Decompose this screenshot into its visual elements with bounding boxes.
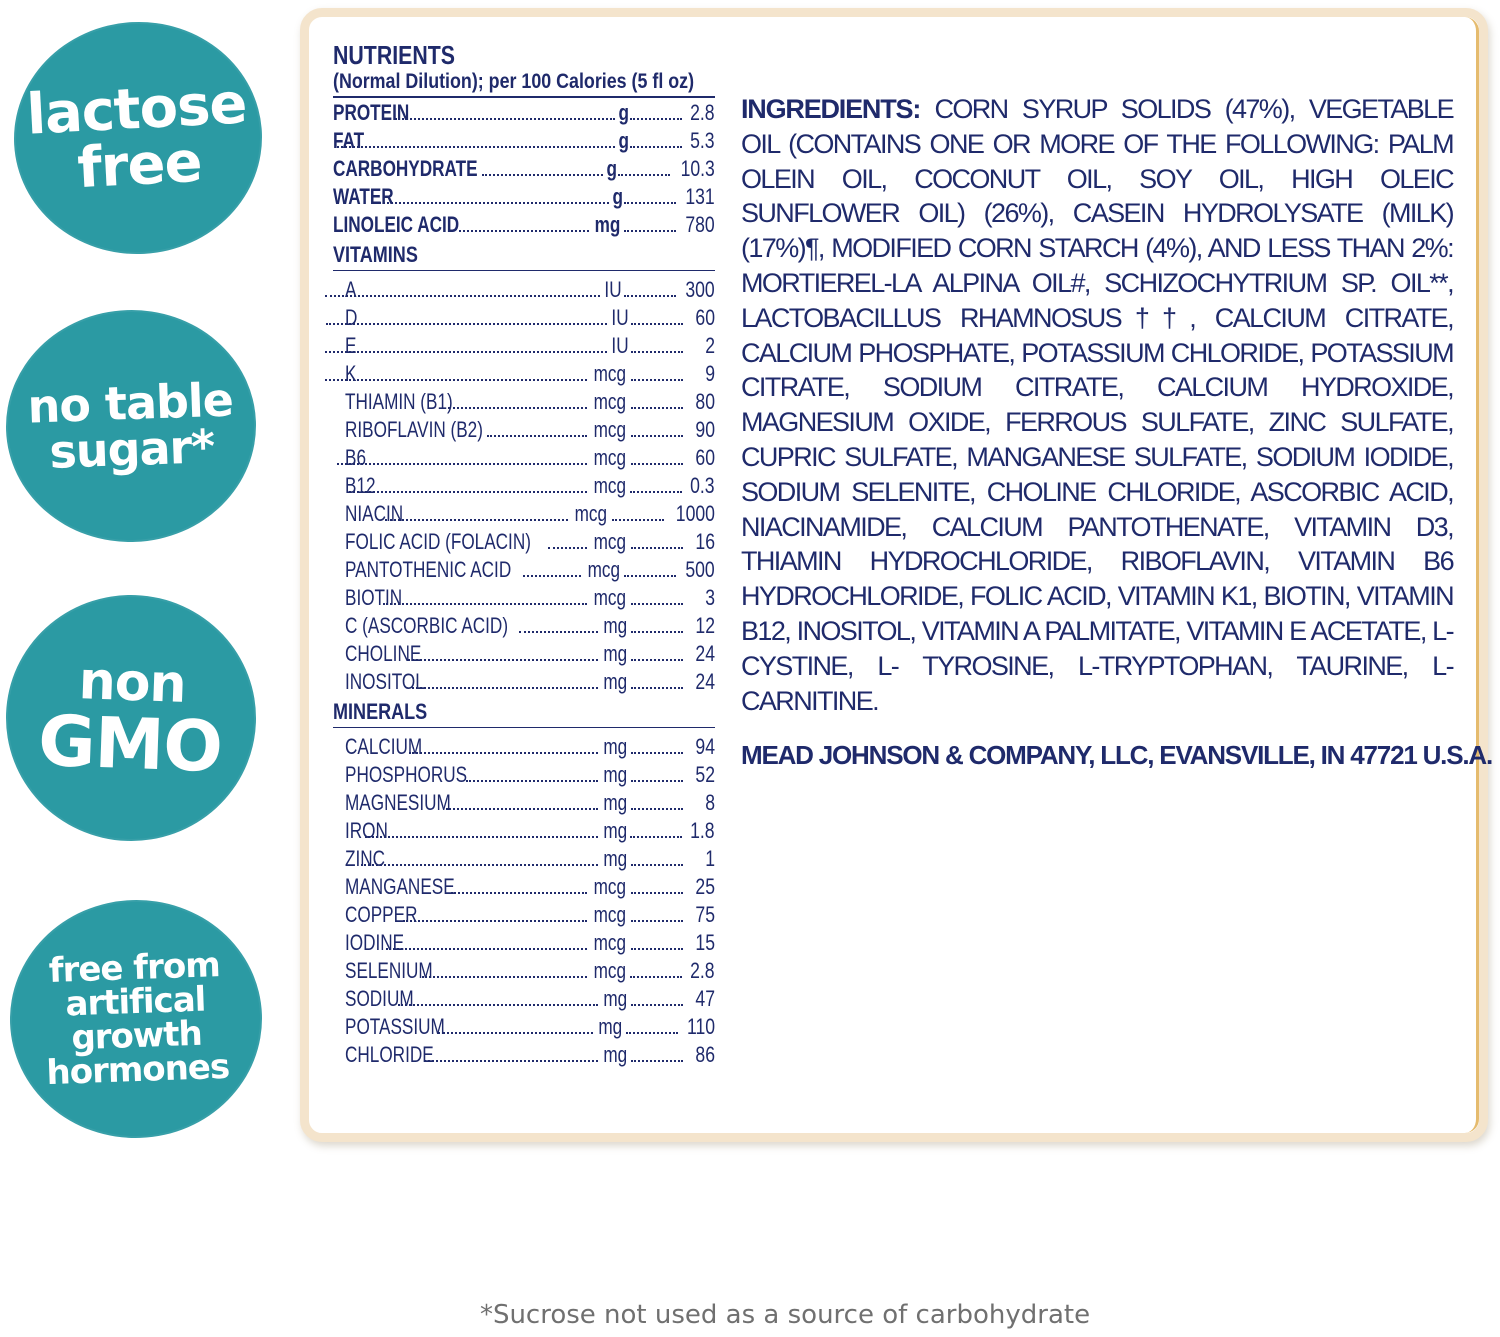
vitamin-rows — [333, 271, 715, 695]
nutrient-unit: mg — [603, 613, 628, 638]
dot-leader — [631, 547, 683, 549]
dot-leader — [631, 780, 683, 782]
nutrient-unit: mg — [603, 734, 628, 759]
nutrient-unit: mg — [598, 1014, 623, 1039]
dot-leader — [361, 864, 598, 866]
dot-leader — [375, 202, 609, 204]
non-gmo-badge — [2, 591, 260, 846]
dot-leader — [631, 808, 683, 810]
dot-leader — [386, 948, 588, 950]
nutrient-name: PROTEIN — [333, 100, 410, 125]
nutrient-unit: mg — [603, 818, 628, 843]
dot-leader — [630, 146, 682, 148]
dot-leader — [630, 491, 682, 493]
badge-line: lactose — [25, 71, 248, 148]
nutrient-name: CHOLINE — [345, 641, 422, 666]
nutrient-value: 0.3 — [690, 473, 715, 498]
nutrient-name: IODINE — [345, 930, 405, 955]
dot-leader — [631, 892, 683, 894]
nutrient-row — [333, 788, 715, 816]
badge-line: hormones — [45, 1046, 230, 1094]
no-growth-hormones-badge — [6, 896, 266, 1143]
nutrients-title: NUTRIENTS — [333, 40, 456, 70]
dot-leader — [631, 323, 683, 325]
badge-line: growth — [70, 1013, 203, 1059]
nutrient-value: 8 — [705, 790, 715, 815]
nutrient-value: 80 — [695, 389, 715, 414]
manufacturer-line: MEAD JOHNSON & COMPANY, LLC, EVANSVILLE, IN 47721 U.S.A. — [741, 740, 1492, 771]
dot-leader — [631, 1004, 683, 1006]
nutrient-value: 110 — [686, 1014, 715, 1039]
dot-leader — [451, 892, 588, 894]
nutrient-row — [333, 126, 715, 154]
dot-leader — [424, 1060, 599, 1062]
dot-leader — [624, 230, 676, 232]
nutrient-unit: mcg — [594, 445, 627, 470]
nutrient-name: MAGNESIUM — [345, 790, 451, 815]
nutrient-value: 780 — [685, 212, 715, 237]
dot-leader — [448, 407, 587, 409]
nutrient-value: 75 — [695, 902, 715, 927]
nutrient-name: A — [345, 277, 357, 302]
dot-leader — [624, 295, 676, 297]
dot-leader — [446, 808, 599, 810]
nutrient-value: 90 — [695, 417, 715, 442]
nutrient-unit: g — [618, 100, 629, 125]
minerals-heading: MINERALS — [333, 699, 428, 724]
nutrient-name: INOSITOL — [345, 669, 425, 694]
badge-line: non — [77, 651, 187, 715]
dot-leader — [631, 752, 683, 754]
nutrient-name: BIOTIN — [345, 585, 403, 610]
nutrient-name: D — [345, 305, 358, 330]
nutrient-value: 12 — [695, 613, 715, 638]
nutrient-value: 2.8 — [690, 958, 715, 983]
dot-leader — [487, 435, 588, 437]
nutrient-row — [333, 667, 715, 695]
dot-leader — [365, 836, 598, 838]
nutrient-row — [333, 872, 715, 900]
nutrient-name: LINOLEIC ACID — [333, 212, 460, 237]
dot-leader — [482, 174, 603, 176]
dot-leader — [408, 659, 599, 661]
dot-leader — [631, 1060, 683, 1062]
nutrient-value: 25 — [695, 874, 715, 899]
nutrient-value: 15 — [695, 930, 715, 955]
nutrient-name: C (ASCORBIC ACID) — [345, 613, 509, 638]
dot-leader — [349, 491, 587, 493]
nutrient-name: FOLIC ACID (FOLACIN) — [345, 529, 531, 554]
nutrient-row — [333, 387, 715, 415]
nutrient-unit: mg — [594, 212, 621, 237]
nutrient-value: 94 — [695, 734, 715, 759]
nutrient-value: 60 — [695, 305, 715, 330]
dot-leader — [612, 519, 664, 521]
nutrient-unit: IU — [611, 305, 629, 330]
nutrient-name: FAT — [333, 128, 365, 153]
nutrient-name: CALCIUM — [345, 734, 423, 759]
nutrient-name: ZINC — [345, 846, 386, 871]
nutrient-value: 86 — [695, 1042, 715, 1067]
nutrient-row — [333, 928, 715, 956]
dot-leader — [626, 1032, 678, 1034]
badge-line: GMO — [36, 699, 224, 789]
badge-line: free — [75, 129, 204, 202]
dot-leader — [395, 118, 615, 120]
nutrient-row — [333, 359, 715, 387]
dot-leader — [412, 687, 598, 689]
nutrient-name: COPPER — [345, 902, 418, 927]
nutrient-row — [333, 900, 715, 928]
dot-leader — [438, 1032, 593, 1034]
nutrient-unit: mcg — [594, 902, 627, 927]
nutrient-value: 1.8 — [690, 818, 715, 843]
nutrient-row — [333, 415, 715, 443]
nutrient-table — [333, 40, 715, 1068]
nutrient-row — [333, 443, 715, 471]
dot-leader — [519, 631, 598, 633]
nutrient-value: 52 — [695, 762, 715, 787]
nutrient-row — [333, 732, 715, 760]
dot-leader — [624, 575, 676, 577]
nutrient-row — [333, 98, 715, 126]
nutrient-name: THIAMIN (B1) — [345, 389, 453, 414]
nutrient-unit: mg — [603, 641, 628, 666]
nutrient-name: B6 — [345, 445, 366, 470]
nutrient-name: RIBOFLAVIN (B2) — [345, 417, 483, 442]
nutrient-value: 24 — [695, 669, 715, 694]
nutrient-value: 3 — [705, 585, 715, 610]
nutrient-unit: mcg — [575, 501, 608, 526]
nutrient-name: CARBOHYDRATE — [333, 156, 478, 181]
nutrient-name: NIACIN — [345, 501, 404, 526]
nutrient-unit: IU — [604, 277, 622, 302]
nutrient-value: 1 — [705, 846, 715, 871]
nutrient-unit: mg — [603, 846, 628, 871]
dot-leader — [631, 603, 683, 605]
nutrient-unit: mcg — [594, 585, 627, 610]
nutrient-row — [333, 182, 715, 210]
dot-leader — [624, 202, 676, 204]
nutrient-name: PANTOTHENIC ACID — [345, 557, 512, 582]
nutrient-row — [333, 555, 715, 583]
nutrient-name: IRON — [345, 818, 388, 843]
dot-leader — [337, 146, 615, 148]
dot-leader — [409, 752, 598, 754]
badge-line: no table — [26, 372, 234, 434]
dot-leader — [631, 407, 683, 409]
dot-leader — [385, 519, 569, 521]
nutrient-row — [333, 210, 715, 238]
nutrient-unit: mg — [603, 669, 628, 694]
nutrient-name: K — [345, 361, 357, 386]
nutrient-unit: mg — [603, 790, 628, 815]
nutrient-unit: mg — [603, 1042, 628, 1067]
nutrient-value: 2 — [705, 333, 715, 358]
dot-leader — [523, 575, 581, 577]
dot-leader — [403, 920, 588, 922]
nutrient-row — [333, 583, 715, 611]
nutrient-name: SELENIUM — [345, 958, 433, 983]
nutrient-unit: mcg — [594, 529, 627, 554]
ingredients-heading: INGREDIENTS: — [741, 94, 921, 124]
dot-leader — [631, 948, 683, 950]
nutrient-row — [333, 1040, 715, 1068]
nutrient-row — [333, 816, 715, 844]
dot-leader — [631, 631, 683, 633]
nutrient-row — [333, 499, 715, 527]
mineral-rows — [333, 728, 715, 1068]
nutrient-name: B12 — [345, 473, 376, 498]
nutrient-value: 47 — [695, 986, 715, 1011]
nutrient-unit: g — [618, 128, 629, 153]
dot-leader — [466, 780, 598, 782]
nutrient-name: SODIUM — [345, 986, 414, 1011]
nutrient-row — [333, 527, 715, 555]
nutrient-value: 16 — [695, 529, 715, 554]
nutrient-value: 9 — [705, 361, 715, 386]
dot-leader — [631, 351, 683, 353]
nutrient-value: 2.8 — [690, 100, 715, 125]
dot-leader — [422, 976, 586, 978]
nutrient-value: 131 — [685, 184, 715, 209]
dot-leader — [459, 230, 590, 232]
nutrient-row — [333, 760, 715, 788]
no-table-sugar-badge — [2, 306, 260, 547]
ingredients-block — [741, 92, 1492, 771]
dot-leader — [618, 174, 670, 176]
nutrient-row — [333, 303, 715, 331]
nutrient-unit: mcg — [587, 557, 620, 582]
nutrient-value: 300 — [685, 277, 715, 302]
nutrient-row — [333, 984, 715, 1012]
nutrient-name: MANGANESE — [345, 874, 455, 899]
nutrient-unit: g — [606, 156, 617, 181]
nutrient-unit: mcg — [594, 930, 627, 955]
nutrient-row — [333, 639, 715, 667]
ingredients-paragraph — [741, 92, 1453, 718]
dot-leader — [337, 463, 588, 465]
nutrient-row — [333, 611, 715, 639]
sucrose-footnote: *Sucrose not used as a source of carbohydrate — [479, 1300, 1091, 1330]
nutrient-unit: mcg — [593, 958, 626, 983]
nutrient-row — [333, 331, 715, 359]
nutrient-value: 60 — [695, 445, 715, 470]
dot-leader — [325, 379, 588, 381]
nutrient-row — [333, 275, 715, 303]
nutrient-unit: IU — [611, 333, 629, 358]
nutrient-name: WATER — [333, 184, 394, 209]
nutrient-name: POTASSIUM — [345, 1014, 445, 1039]
badge-line: free from — [48, 945, 221, 992]
dot-leader — [631, 463, 683, 465]
nutrient-unit: mg — [603, 762, 628, 787]
vitamins-heading: VITAMINS — [333, 242, 418, 267]
nutrient-row — [333, 471, 715, 499]
dot-leader — [325, 351, 607, 353]
nutrient-value: 1000 — [675, 501, 715, 526]
dot-leader — [398, 1004, 598, 1006]
dot-leader — [631, 920, 683, 922]
nutrient-value: 500 — [685, 557, 715, 582]
nutrient-name: PHOSPHORUS — [345, 762, 468, 787]
nutrient-unit: mcg — [593, 473, 626, 498]
badge-line: sugar* — [48, 419, 216, 479]
badge-line: artifical — [64, 979, 206, 1025]
dot-leader — [383, 603, 587, 605]
nutrient-name: E — [345, 333, 357, 358]
nutrient-row — [333, 956, 715, 984]
dot-leader — [630, 836, 682, 838]
nutrient-row — [333, 1012, 715, 1040]
nutrient-unit: mcg — [594, 361, 627, 386]
nutrient-unit: mg — [603, 986, 628, 1011]
dot-leader — [631, 687, 683, 689]
dot-leader — [631, 864, 683, 866]
nutrient-value: 10.3 — [680, 156, 715, 181]
dot-leader — [631, 379, 683, 381]
dot-leader — [630, 976, 682, 978]
dot-leader — [548, 547, 587, 549]
dot-leader — [631, 659, 683, 661]
nutrient-unit: mcg — [594, 874, 627, 899]
dot-leader — [326, 323, 607, 325]
nutrient-row — [333, 844, 715, 872]
nutrient-unit: mcg — [594, 417, 627, 442]
nutrients-subtitle: (Normal Dilution); per 100 Calories (5 fl oz) — [333, 70, 695, 93]
dot-leader — [325, 295, 601, 297]
ingredients-list: CORN SYRUP SOLIDS (47%), VEGETABLE OIL (CONTAINS ONE OR MORE OF THE FOLLOWING: PALM OLEIN OIL, COCONUT OIL, SOY OIL, HIGH OLEIC SUNFLOWER OIL) (26%), CASEIN HYDROLYSATE (MILK) (17%)¶, MODIFIED CORN STARCH (4%), AND LESS THAN 2%: MORTIEREL-LA ALPINA OIL#, SCHIZOCHYTRIUM SP. OIL**, LACTOBACILLUS RHAMNOSUS††, CALCIUM CITRATE, CALCIUM PHOSPHATE, POTASSIUM CHLORIDE, POTASSIUM CITRATE, SODIUM CITRATE, CALCIUM HYDROXIDE, MAGNESIUM OXIDE, FERROUS SULFATE, ZINC SULFATE, CUPRIC SULFATE, MANGANESE SULFATE, SODIUM IODIDE, SODIUM SELENITE, CHOLINE CHLORIDE, ASCORBIC ACID, NIACINAMIDE, CALCIUM PANTOTHENATE, VITAMIN D3, THIAMIN HYDROCHLORIDE, RIBOFLAVIN, VITAMIN B6 HYDROCHLORIDE, FOLIC ACID, VITAMIN K1, BIOTIN, VITAMIN B12, INOSITOL, VITAMIN A PALMITATE, VITAMIN E ACETATE, L-CYSTINE, L- TYROSINE, L-TRYPTOPHAN, TAURINE, L-CARNITINE. — [741, 94, 1454, 716]
nutrient-unit: mcg — [594, 389, 627, 414]
main-nutrient-rows — [333, 98, 715, 238]
dot-leader — [631, 435, 683, 437]
nutrient-value: 5.3 — [690, 128, 715, 153]
nutrient-name: CHLORIDE — [345, 1042, 434, 1067]
dot-leader — [630, 118, 682, 120]
nutrient-unit: g — [612, 184, 623, 209]
nutrient-value: 24 — [695, 641, 715, 666]
nutrient-row — [333, 154, 715, 182]
lactose-free-badge — [8, 16, 268, 261]
